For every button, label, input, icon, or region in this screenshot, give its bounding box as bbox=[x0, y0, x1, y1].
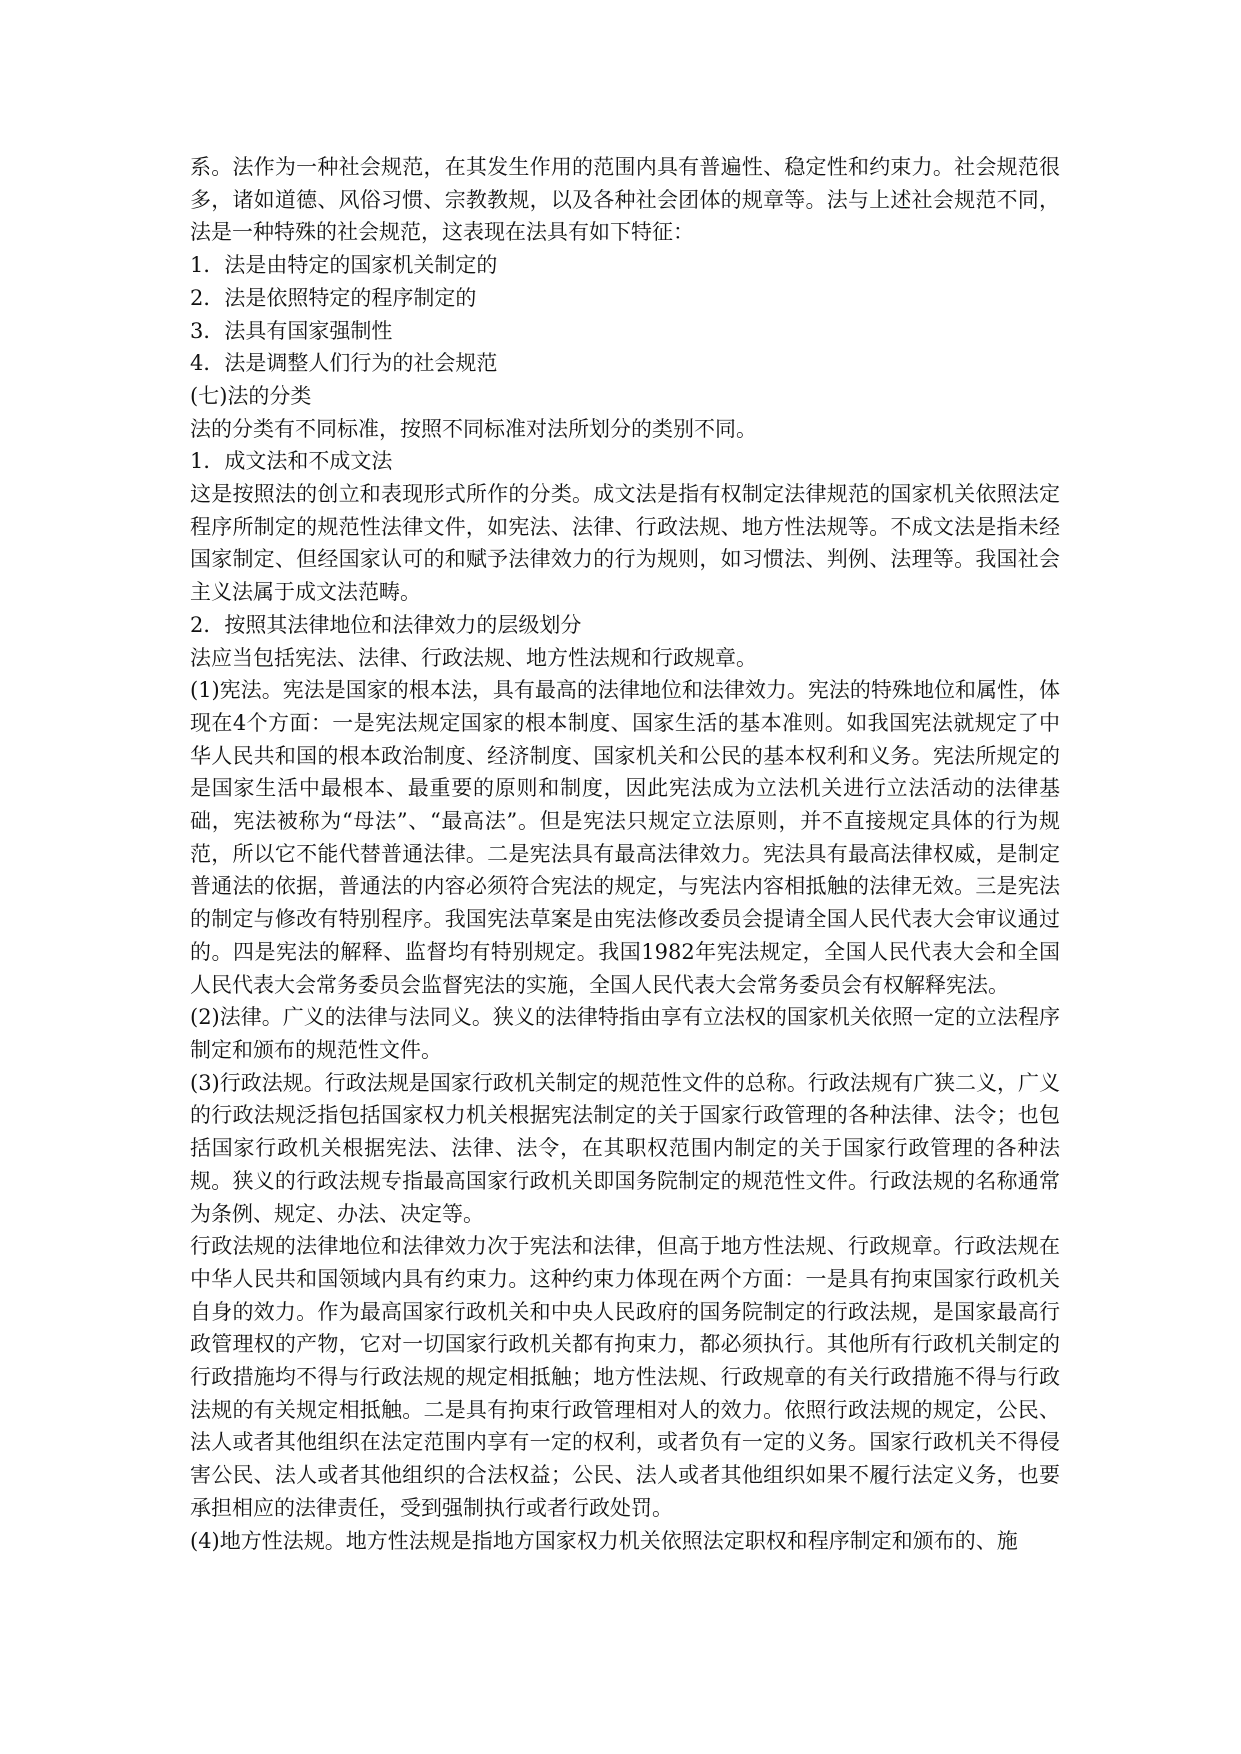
section-heading-classification: (七)法的分类 bbox=[190, 383, 312, 408]
list-item-feature-1: 1．法是由特定的国家机关制定的 bbox=[190, 253, 498, 278]
paragraph-constitution: (1)宪法。宪法是国家的根本法，具有最高的法律地位和法律效力。宪法的特殊地位和属性，体现在4个方面：一是宪法规定国家的根本制度、国家生活的基本准则。如我国宪法就规定了中华人民共和国的根本政治制度、经济制度、国家机关和公民的基本权利和义务。宪法所规定的是国家生活中最根本、最重要的原则和制度，因此宪法成为立法机关进行立法活动的法律基础，宪法被称为“母法”、“最高法”。但是宪法只规定立法原则，并不直接规定具体的行为规范，所以它不能代替普通法律。二是宪法具有最高法律效力。宪法具有最高法律权威，是制定普通法的依据，普通法的内容必须符合宪法的规定，与宪法内容相抵触的法律无效。三是宪法的制定与修改有特别程序。我国宪法草案是由宪法修改委员会提请全国人民代表大会审议通过的。四是宪法的解释、监督均有特别规定。我国1982年宪法规定，全国人民代表大会和全国人民代表大会常务委员会监督宪法的实施，全国人民代表大会常务委员会有权解释宪法。 bbox=[190, 678, 1060, 997]
list-item-feature-2: 2．法是依照特定的程序制定的 bbox=[190, 285, 477, 310]
paragraph-administrative-effect: 行政法规的法律地位和法律效力次于宪法和法律，但高于地方性法规、行政规章。行政法规在中华人民共和国领域内具有约束力。这种约束力体现在两个方面：一是具有拘束国家行政机关自身的效力。作为最高国家行政机关和中央人民政府的国务院制定的行政法规，是国家最高行政管理权的产物，它对一切国家行政机关都有拘束力，都必须执行。其他所有行政机关制定的行政措施均不得与行政法规的规定相抵触；地方性法规、行政规章的有关行政措施不得与行政法规的有关规定相抵触。二是具有拘束行政管理相对人的效力。依照行政法规的规定，公民、法人或者其他组织在法定范围内享有一定的权利，或者负有一定的义务。国家行政机关不得侵害公民、法人或者其他组织的合法权益；公民、法人或者其他组织如果不履行法定义务，也要承担相应的法律责任，受到强制执行或者行政处罚。 bbox=[190, 1234, 1060, 1520]
document-body bbox=[190, 151, 1060, 1557]
subheading-written-unwritten: 1．成文法和不成文法 bbox=[190, 449, 393, 474]
paragraph-administrative-regulations: (3)行政法规。行政法规是国家行政机关制定的规范性文件的总称。行政法规有广狭二义，广义的行政法规泛指包括国家权力机关根据宪法制定的关于国家行政管理的各种法律、法令；也包括国家行政机关根据宪法、法律、法令，在其职权范围内制定的关于国家行政管理的各种法规。狭义的行政法规专指最高国家行政机关即国务院制定的规范性文件。行政法规的名称通常为条例、规定、办法、决定等。 bbox=[190, 1070, 1060, 1226]
list-item-feature-3: 3．法具有国家强制性 bbox=[190, 318, 393, 343]
paragraph-written-unwritten: 这是按照法的创立和表现形式所作的分类。成文法是指有权制定法律规范的国家机关依照法定程序所制定的规范性法律文件，如宪法、法律、行政法规、地方性法规等。不成文法是指未经国家制定、但经国家认可的和赋予法律效力的行为规则，如习惯法、判例、法理等。我国社会主义法属于成文法范畴。 bbox=[190, 482, 1060, 605]
paragraph-intro-continued: 系。法作为一种社会规范，在其发生作用的范围内具有普遍性、稳定性和约束力。社会规范很多，诸如道德、风俗习惯、宗教教规，以及各种社会团体的规章等。法与上述社会规范不同，法是一种特殊的社会规范，这表现在法具有如下特征： bbox=[190, 155, 1060, 245]
paragraph-hierarchy-intro: 法应当包括宪法、法律、行政法规、地方性法规和行政规章。 bbox=[190, 645, 757, 670]
list-item-feature-4: 4．法是调整人们行为的社会规范 bbox=[190, 351, 498, 376]
paragraph-local-regulations: (4)地方性法规。地方性法规是指地方国家权力机关依照法定职权和程序制定和颁布的、施 bbox=[190, 1528, 1018, 1553]
subheading-hierarchy: 2．按照其法律地位和法律效力的层级划分 bbox=[190, 612, 582, 637]
paragraph-law: (2)法律。广义的法律与法同义。狭义的法律特指由享有立法权的国家机关依照一定的立法程序制定和颁布的规范性文件。 bbox=[190, 1005, 1060, 1062]
paragraph-classification-intro: 法的分类有不同标准，按照不同标准对法所划分的类别不同。 bbox=[190, 416, 757, 441]
